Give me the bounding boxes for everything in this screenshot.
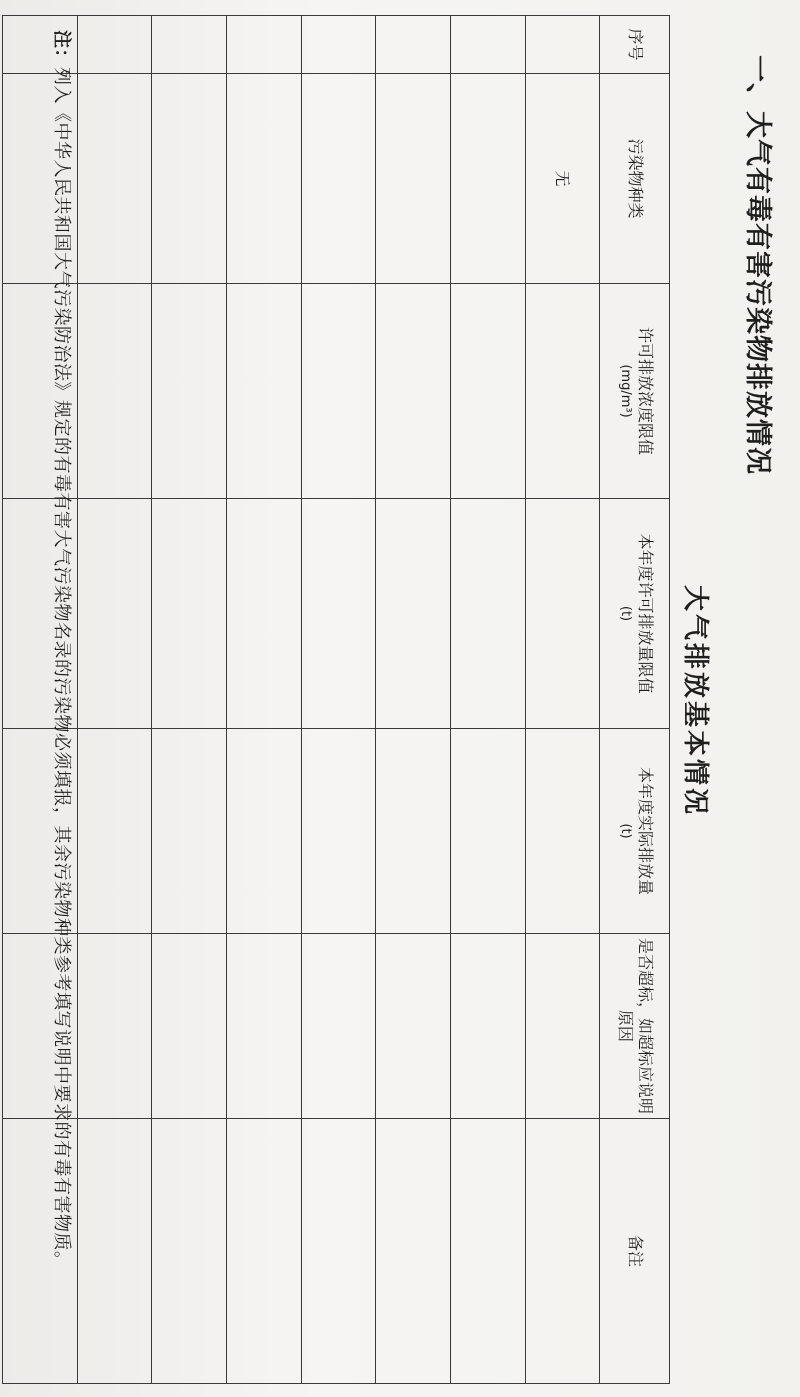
- table-row: [77, 16, 152, 1384]
- section-title: 一、大气有毒有害污染物排放情况: [742, 55, 773, 475]
- table-cell: [152, 499, 227, 729]
- footnote-text: 列入《中华人民共和国大气污染防治法》规定的有毒有害大气污染物名录的污染物必须填报，其余污染物种类参考填写说明中要求的有毒有害物质。: [51, 67, 72, 1270]
- table-cell: [227, 499, 302, 729]
- table-row: [525, 16, 600, 1384]
- table-cell: [376, 1119, 451, 1384]
- table-cell: [227, 934, 302, 1119]
- table-cell: [77, 284, 152, 499]
- table-cell: [525, 934, 600, 1119]
- table-cell: [77, 499, 152, 729]
- table-row: [227, 16, 302, 1384]
- table-cell: [525, 499, 600, 729]
- header-cell-concentration-limit: 许可排放浓度限值 (mg/m³): [600, 284, 670, 499]
- table-cell: [227, 284, 302, 499]
- header-cell-actual-amount: 本年度实际排放量 (t): [600, 729, 670, 934]
- table-cell: [525, 729, 600, 934]
- table-cell: [450, 729, 525, 934]
- table-cell: [301, 16, 376, 74]
- table-cell: [450, 934, 525, 1119]
- table-cell: [301, 284, 376, 499]
- header-cell-pollutant: 污染物种类: [600, 74, 670, 284]
- table-cell: [77, 16, 152, 74]
- table-cell: [525, 16, 600, 74]
- table-cell: [450, 499, 525, 729]
- table-row: [152, 16, 227, 1384]
- table-header-row: [600, 16, 670, 1384]
- table-cell: [301, 934, 376, 1119]
- table-cell: [227, 729, 302, 934]
- table-cell: [301, 1119, 376, 1384]
- table-cell: [376, 16, 451, 74]
- table-cell: [152, 74, 227, 284]
- table-cell: [376, 729, 451, 934]
- table-cell: [152, 1119, 227, 1384]
- footnote-label: 注：: [51, 30, 72, 67]
- table-cell: [77, 934, 152, 1119]
- table-row: [376, 16, 451, 1384]
- table-cell: [450, 284, 525, 499]
- table-cell: [376, 934, 451, 1119]
- table-cell: [301, 499, 376, 729]
- header-cell-permitted-amount: 本年度许可排放量限值 (t): [600, 499, 670, 729]
- table-cell: [227, 16, 302, 74]
- header-cell-index: 序号: [600, 16, 670, 74]
- table-cell: [301, 74, 376, 284]
- table-cell: [227, 74, 302, 284]
- table-row: [301, 16, 376, 1384]
- table-cell: [376, 284, 451, 499]
- table-cell: [376, 499, 451, 729]
- table-row: [450, 16, 525, 1384]
- table-cell: [376, 74, 451, 284]
- table-cell: [450, 16, 525, 74]
- table-cell: 无: [525, 74, 600, 284]
- header-cell-exceed-reason: 是否超标，如超标应说明原因: [600, 934, 670, 1119]
- table-cell: [450, 74, 525, 284]
- table-title: 大气排放基本情况: [680, 585, 710, 818]
- table-cell: [152, 934, 227, 1119]
- table-cell: [227, 1119, 302, 1384]
- table-cell: [525, 284, 600, 499]
- table-cell: [152, 284, 227, 499]
- table-cell: [152, 729, 227, 934]
- footnote: [45, 30, 78, 1380]
- table-cell: [525, 1119, 600, 1384]
- emission-table: [2, 15, 670, 1384]
- table-cell: [152, 16, 227, 74]
- table-cell: [77, 74, 152, 284]
- table-cell: [77, 729, 152, 934]
- table-cell: [301, 729, 376, 934]
- header-cell-remarks: 备注: [600, 1119, 670, 1384]
- table-cell: [450, 1119, 525, 1384]
- table-cell: [77, 1119, 152, 1384]
